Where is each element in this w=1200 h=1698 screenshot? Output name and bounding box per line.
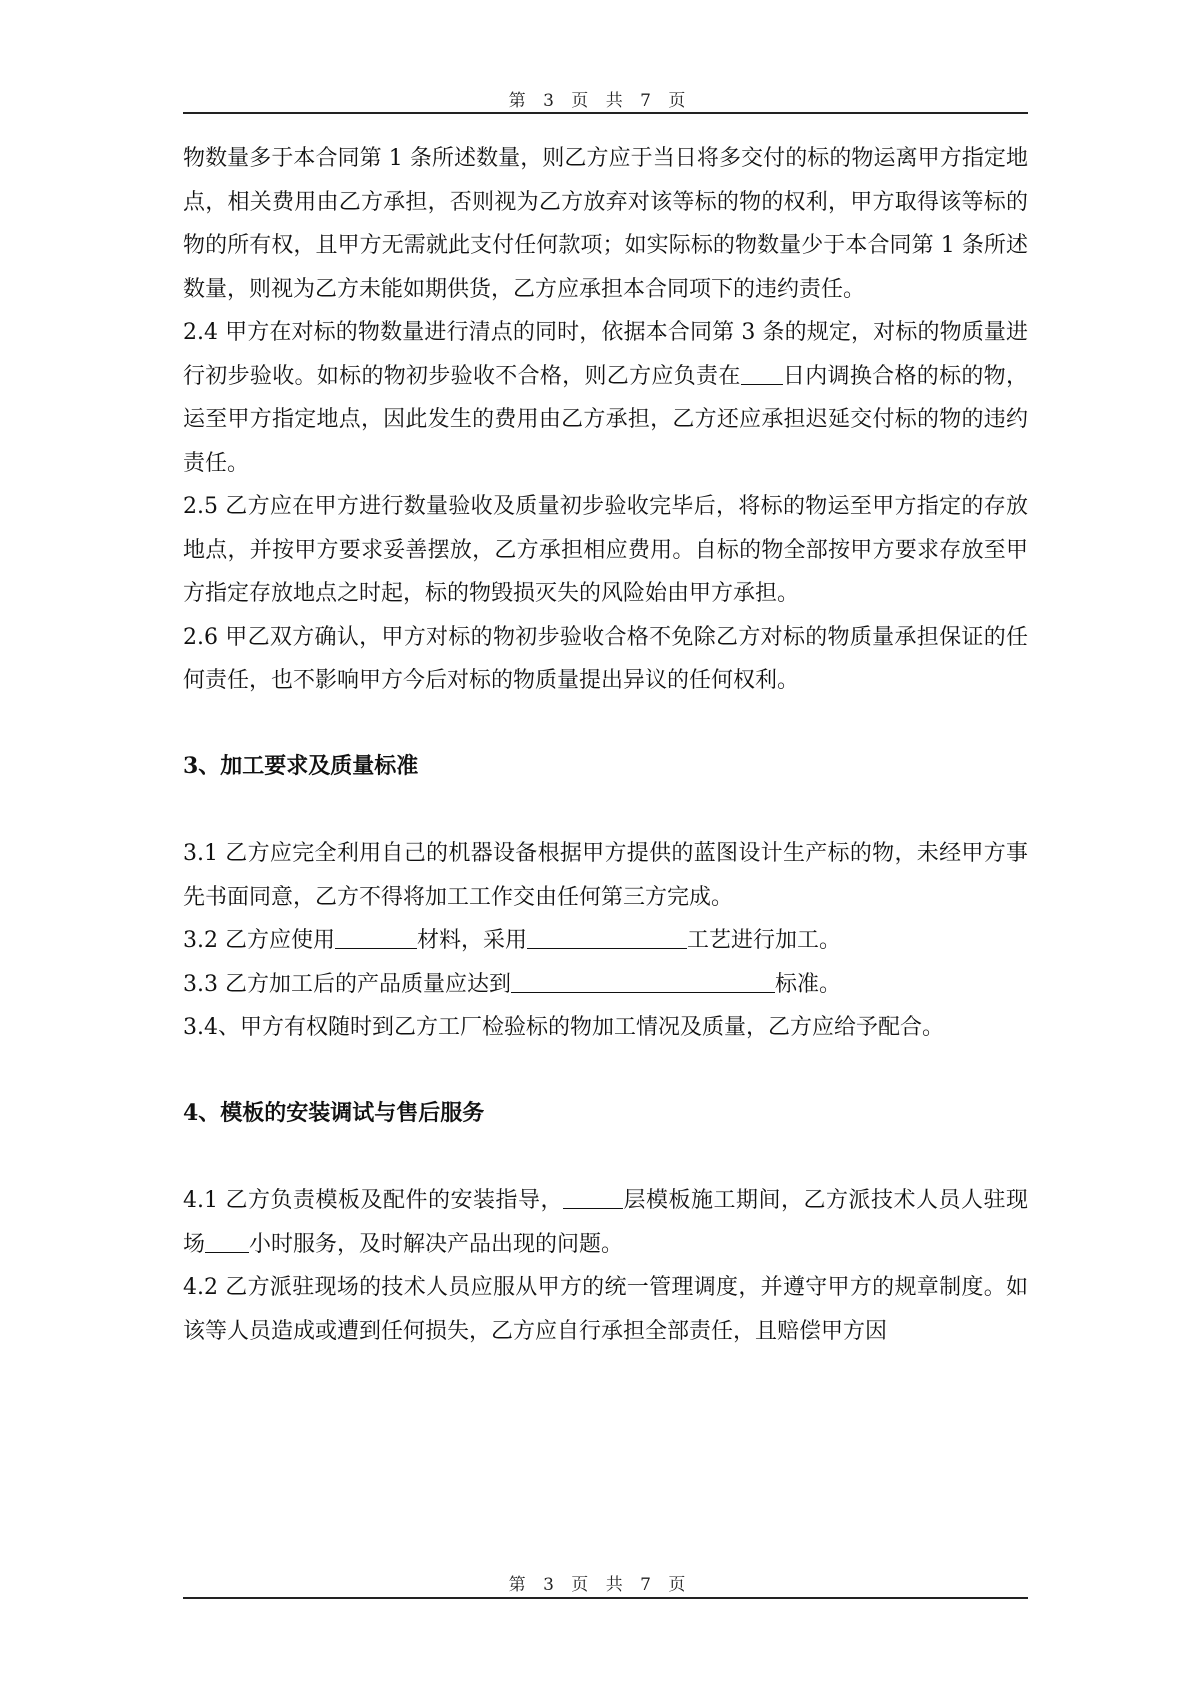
blank-hours-field [205, 1228, 249, 1253]
footer-rule [183, 1597, 1028, 1599]
blank-floor-field [563, 1184, 623, 1209]
paragraph-3-3-part-b: 标准。 [774, 971, 841, 997]
paragraph-4-1 [183, 1179, 1028, 1266]
paragraph-3-2-part-c: 工艺进行加工。 [687, 928, 842, 953]
page-header: 第 3 页 共 7 页 [508, 91, 692, 111]
section-heading-4: 4、模板的安装调试与售后服务 [183, 1099, 485, 1126]
paragraph-continued: 物数量多于本合同第 1 条所述数量，则乙方应于当日将多交付的标的物运离甲方指定地点，相关费用由乙方承担，否则视为乙方放弃对该等标的物的权利，甲方取得该等标的物的所有权，且甲方无需就此支付任何款项；如实际标的物数量少于本合同第 1 条所述数量，则视为乙方未能如期供货，乙方应承担本合同项下的违约责任。 [183, 146, 1028, 302]
blank-process-field [527, 924, 687, 949]
paragraph-2-6: 2.6 甲乙双方确认，甲方对标的物初步验收合格不免除乙方对标的物质量承担保证的任何责任，也不影响甲方今后对标的物质量提出异议的任何权利。 [183, 624, 1028, 693]
paragraph-4-1-part-a: 4.1 乙方负责模板及配件的安装指导， [183, 1188, 563, 1213]
paragraph-3-1: 3.1 乙方应完全利用自己的机器设备根据甲方提供的蓝图设计生产标的物，未经甲方事先书面同意，乙方不得将加工工作交由任何第三方完成。 [183, 841, 1028, 910]
section-heading-3: 3、加工要求及质量标准 [183, 752, 419, 779]
paragraph-3-3-part-a: 3.3 乙方加工后的产品质量应达到 [183, 971, 511, 997]
paragraph-2-4-part-b: 日内调换合格的标的物，运至甲方指定地点，因此发生的费用由乙方承担，乙方还应承担迟延交付标的物的违约责任。 [183, 363, 1028, 476]
paragraph-2-5: 2.5 乙方应在甲方进行数量验收及质量初步验收完毕后，将标的物运至甲方指定的存放地点，并按甲方要求妥善摆放，乙方承担相应费用。自标的物全部按甲方要求存放至甲方指定存放地点之时起，标的物毁损灭失的风险始由甲方承担。 [183, 494, 1028, 606]
paragraph-4-2: 4.2 乙方派驻现场的技术人员应服从甲方的统一管理调度，并遵守甲方的规章制度。如该等人员造成或遭到任何损失，乙方应自行承担全部责任，且赔偿甲方因 [183, 1275, 1028, 1344]
paragraph-3-2-part-b: 材料，采用 [416, 928, 527, 953]
paragraph-2-4 [183, 311, 1028, 485]
paragraph-3-3 [183, 963, 1028, 1007]
page-footer: 第 3 页 共 7 页 [508, 1575, 692, 1595]
paragraph-3-2-part-a: 3.2 乙方应使用 [183, 928, 335, 953]
paragraph-3-2 [183, 919, 1028, 963]
paragraph-3-4: 3.4、甲方有权随时到乙方工厂检验标的物加工情况及质量，乙方应给予配合。 [183, 1015, 944, 1040]
blank-standard-field [511, 968, 775, 993]
header-rule [183, 112, 1028, 114]
blank-material-field [335, 924, 417, 949]
paragraph-4-1-part-b: 层模板施工期间，乙方派技术人员人驻现场 [183, 1188, 1028, 1257]
blank-days-field [741, 360, 783, 385]
paragraph-2-4-part-a: 2.4 甲方在对标的物数量进行清点的同时，依据本合同第 3 条的规定，对标的物质量进行初步验收。如标的物初步验收不合格，则乙方应负责在 [183, 320, 1028, 389]
paragraph-4-1-part-c: 小时服务，及时解决产品出现的问题。 [249, 1231, 624, 1257]
document-body [183, 137, 1028, 1353]
